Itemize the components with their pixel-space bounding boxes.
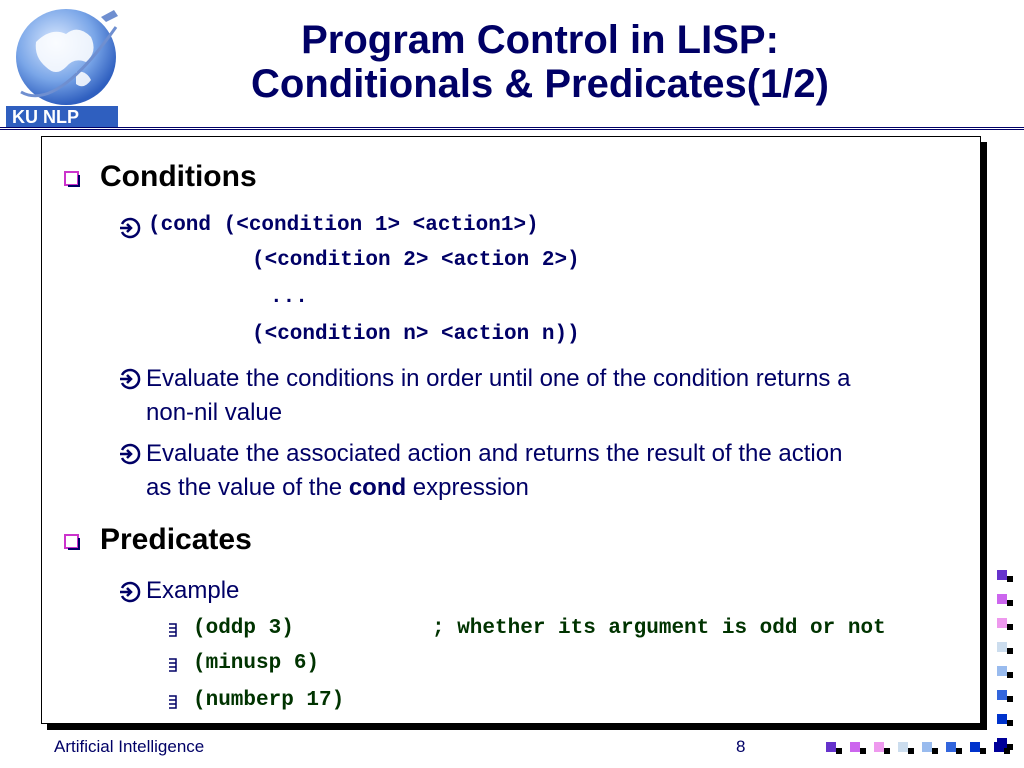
example-numberp: (numberp 17) (193, 689, 345, 712)
logo-text: KU NLP (12, 107, 79, 127)
cond-code-line-3: ... (270, 286, 308, 309)
decorative-squares-row (822, 738, 1020, 760)
example-label: Example (146, 577, 240, 604)
predicates-heading: Predicates (100, 523, 252, 556)
conditions-heading: Conditions (100, 160, 257, 193)
title-line-2: Conditionals & Predicates(1/2) (251, 62, 829, 106)
point-2-prefix: as the value of the (146, 474, 349, 501)
stacked-lines-icon (166, 657, 180, 673)
footer-page-number: 8 (736, 737, 746, 756)
conditions-point-2 (146, 437, 986, 505)
circled-arrow-icon (118, 367, 142, 391)
stacked-lines-icon (166, 694, 180, 710)
circled-arrow-icon (118, 216, 142, 240)
conditions-point-1-line-2: non-nil value (146, 399, 283, 426)
hollow-square-icon (63, 170, 81, 188)
conditions-point-2-line-2 (146, 471, 986, 505)
point-2-cond-keyword: cond (348, 474, 407, 501)
circled-arrow-icon (118, 580, 142, 604)
footer-course: Artificial Intelligence (54, 737, 205, 756)
hollow-square-icon (63, 533, 81, 551)
cond-code-line-1: (cond (<condition 1> <action1>) (148, 214, 539, 237)
conditions-point-1 (146, 362, 986, 430)
stacked-lines-icon (166, 622, 180, 638)
example-oddp-comment: ; whether its argument is odd or not (432, 617, 886, 640)
example-oddp: (oddp 3) (193, 617, 294, 640)
example-minusp: (minusp 6) (193, 652, 320, 675)
cond-code-line-4: (<condition n> <action n)) (252, 323, 580, 346)
cond-code-line-2: (<condition 2> <action 2>) (252, 249, 580, 272)
decorative-squares-column (994, 566, 1020, 762)
title-line-1: Program Control in LISP: (301, 18, 779, 62)
conditions-point-2-line-1: Evaluate the associated action and returns the result of the action (146, 440, 843, 467)
point-2-suffix: expression (406, 474, 529, 501)
circled-arrow-icon (118, 442, 142, 466)
conditions-point-1-line-1: Evaluate the conditions in order until one of the condition returns a (146, 365, 851, 392)
